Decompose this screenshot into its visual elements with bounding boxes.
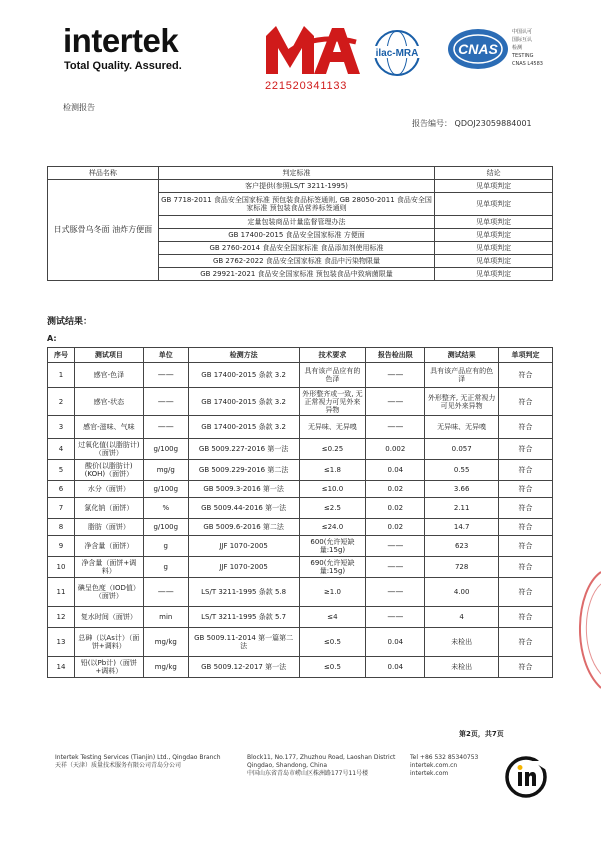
result-cell: 2.11 [425, 498, 499, 519]
item-cell: 感官-滋味、气味 [74, 416, 143, 439]
seq-cell: 11 [48, 578, 75, 607]
detection-limit-cell: —— [366, 388, 425, 416]
seq-cell: 12 [48, 607, 75, 628]
unit-cell: % [143, 498, 188, 519]
requirement-cell: ≤0.5 [299, 657, 366, 678]
judgement-cell: 符合 [499, 536, 553, 557]
judgement-cell: 符合 [499, 607, 553, 628]
judgement-cell: 符合 [499, 363, 553, 388]
column-header: 报告检出限 [366, 348, 425, 363]
column-header: 测试结果 [425, 348, 499, 363]
result-cell: 4 [425, 607, 499, 628]
item-cell: 净含量（面饼） [74, 536, 143, 557]
unit-cell: —— [143, 363, 188, 388]
table-header-row [48, 167, 553, 180]
detection-limit-cell: —— [366, 607, 425, 628]
column-header: 单位 [143, 348, 188, 363]
column-header: 结论 [435, 167, 553, 180]
standard-cell: GB 7718-2011 食品安全国家标准 预包装食品标签通则, GB 28050-2011 食品安全国家标准 预包装食品营养标签通则 [158, 193, 434, 216]
seq-cell: 1 [48, 363, 75, 388]
column-header: 样品名称 [48, 167, 159, 180]
page-number: 第2页，共7页 [459, 730, 504, 738]
cnas-accreditation-text: 中国认可 国际互认 检测 TESTING CNAS L4583 [512, 29, 543, 67]
cnas-logo-icon [446, 26, 510, 72]
cma-logo-icon [262, 22, 362, 80]
unit-cell: mg/kg [143, 657, 188, 678]
ilac-mra-logo-icon [362, 28, 432, 78]
result-cell: 外形整齐, 无正常视力可见外来异物 [425, 388, 499, 416]
requirement-cell: ≤1.8 [299, 460, 366, 481]
method-cell: GB 5009.44-2016 第一法 [188, 498, 299, 519]
judgement-cell: 符合 [499, 481, 553, 498]
requirement-cell: 690(允许短缺量:15g) [299, 557, 366, 578]
method-cell: GB 17400-2015 条款 3.2 [188, 363, 299, 388]
table-row [48, 498, 553, 519]
requirement-cell: ≤0.25 [299, 439, 366, 460]
item-cell: 铅(以Pb计)（面饼+调料） [74, 657, 143, 678]
conclusion-cell: 见单项判定 [435, 180, 553, 193]
detection-limit-cell: 0.02 [366, 498, 425, 519]
standard-cell: 定量包装商品计量监督管理办法 [158, 216, 434, 229]
result-cell: 具有该产品应有的色泽 [425, 363, 499, 388]
result-cell: 4.00 [425, 578, 499, 607]
seq-cell: 13 [48, 628, 75, 657]
column-header: 测试项目 [74, 348, 143, 363]
judgement-cell: 符合 [499, 439, 553, 460]
table-row [48, 460, 553, 481]
requirement-cell: 具有该产品应有的色泽 [299, 363, 366, 388]
column-header: 检测方法 [188, 348, 299, 363]
seq-cell: 2 [48, 388, 75, 416]
requirement-cell: 无异味、无异嗅 [299, 416, 366, 439]
method-cell: LS/T 3211-1995 条款 5.7 [188, 607, 299, 628]
unit-cell: mg/g [143, 460, 188, 481]
report-number: 报告编号： QDOJ23059884001 [412, 119, 532, 128]
seq-cell: 10 [48, 557, 75, 578]
judgement-cell: 符合 [499, 498, 553, 519]
item-cell: 感官-色泽 [74, 363, 143, 388]
item-cell: 过氧化值(以脂肪计)（面饼） [74, 439, 143, 460]
item-cell: 酸价(以脂肪计)(KOH)（面饼） [74, 460, 143, 481]
result-cell: 728 [425, 557, 499, 578]
method-cell: GB 5009.6-2016 第二法 [188, 519, 299, 536]
method-cell: LS/T 3211-1995 条款 5.8 [188, 578, 299, 607]
unit-cell: mg/kg [143, 628, 188, 657]
table-row [48, 557, 553, 578]
item-cell: 净含量（面饼+调料） [74, 557, 143, 578]
unit-cell: —— [143, 578, 188, 607]
requirement-cell: 600(允许短缺量:15g) [299, 536, 366, 557]
seq-cell: 6 [48, 481, 75, 498]
table-row [48, 578, 553, 607]
seq-cell: 7 [48, 498, 75, 519]
item-cell: 总砷（以As计）（面饼+调料） [74, 628, 143, 657]
table-row [48, 657, 553, 678]
table-header-row [48, 348, 553, 363]
detection-limit-cell: 0.04 [366, 460, 425, 481]
results-subtitle: A: [47, 334, 57, 343]
standard-cell: GB 2760-2014 食品安全国家标准 食品添加剂使用标准 [158, 242, 434, 255]
seq-cell: 14 [48, 657, 75, 678]
standard-cell: GB 17400-2015 食品安全国家标准 方便面 [158, 229, 434, 242]
result-cell: 无异味、无异嗅 [425, 416, 499, 439]
intertek-logo: intertek [63, 22, 179, 59]
detection-limit-cell: 0.02 [366, 519, 425, 536]
footer-contact: Tel +86 532 85340753 intertek.com.cn intertek.com [410, 754, 479, 777]
column-header: 技术要求 [299, 348, 366, 363]
unit-cell: —— [143, 388, 188, 416]
seq-cell: 4 [48, 439, 75, 460]
seq-cell: 8 [48, 519, 75, 536]
detection-limit-cell: —— [366, 557, 425, 578]
intertek-in-logo-icon [504, 755, 548, 799]
standards-table [47, 166, 553, 281]
table-row [48, 481, 553, 498]
unit-cell: g [143, 536, 188, 557]
cma-number: 221520341133 [265, 80, 348, 92]
requirement-cell: ≤10.0 [299, 481, 366, 498]
column-header: 判定标准 [158, 167, 434, 180]
unit-cell: —— [143, 416, 188, 439]
column-header: 序号 [48, 348, 75, 363]
item-cell: 感官-状态 [74, 388, 143, 416]
conclusion-cell: 见单项判定 [435, 193, 553, 216]
detection-limit-cell: —— [366, 363, 425, 388]
judgement-cell: 符合 [499, 388, 553, 416]
item-cell: 氯化钠（面饼） [74, 498, 143, 519]
unit-cell: g/100g [143, 439, 188, 460]
footer-company: Intertek Testing Services (Tianjin) Ltd., Qingdao Branch 天祥（天津）质量技术服务有限公司青岛分公司 [55, 754, 221, 769]
standard-cell: GB 29921-2021 食品安全国家标准 预包装食品中致病菌限量 [158, 268, 434, 281]
method-cell: JJF 1070-2005 [188, 536, 299, 557]
method-cell: GB 17400-2015 条款 3.2 [188, 416, 299, 439]
detection-limit-cell: 0.04 [366, 657, 425, 678]
column-header: 单项判定 [499, 348, 553, 363]
judgement-cell: 符合 [499, 578, 553, 607]
conclusion-cell: 见单项判定 [435, 255, 553, 268]
detection-limit-cell: 0.02 [366, 481, 425, 498]
method-cell: GB 17400-2015 条款 3.2 [188, 388, 299, 416]
requirement-cell: ≤2.5 [299, 498, 366, 519]
requirement-cell: ≤0.5 [299, 628, 366, 657]
table-row [48, 607, 553, 628]
detection-limit-cell: 0.002 [366, 439, 425, 460]
result-cell: 0.55 [425, 460, 499, 481]
requirement-cell: ≤4 [299, 607, 366, 628]
table-row [48, 363, 553, 388]
results-table [47, 347, 553, 678]
method-cell: JJF 1070-2005 [188, 557, 299, 578]
seq-cell: 3 [48, 416, 75, 439]
seal-stamp-icon [565, 570, 601, 690]
sample-name-cell: 日式豚骨乌冬面 油炸方便面 [48, 180, 159, 281]
result-cell: 0.057 [425, 439, 499, 460]
result-cell: 未检出 [425, 657, 499, 678]
requirement-cell: 外形整齐或一致, 无正常视力可见外来异物 [299, 388, 366, 416]
requirement-cell: ≥1.0 [299, 578, 366, 607]
tagline: Total Quality. Assured. [64, 60, 182, 72]
table-row [48, 439, 553, 460]
judgement-cell: 符合 [499, 557, 553, 578]
table-row [48, 536, 553, 557]
unit-cell: g/100g [143, 481, 188, 498]
svg-text:ilac-MRA: ilac-MRA [375, 48, 419, 59]
method-cell: GB 5009.229-2016 第二法 [188, 460, 299, 481]
item-cell: 碘呈色度（IOD值）（面饼） [74, 578, 143, 607]
conclusion-cell: 见单项判定 [435, 268, 553, 281]
conclusion-cell: 见单项判定 [435, 229, 553, 242]
judgement-cell: 符合 [499, 628, 553, 657]
results-title: 测试结果： [47, 317, 93, 327]
unit-cell: g/100g [143, 519, 188, 536]
method-cell: GB 5009.227-2016 第一法 [188, 439, 299, 460]
conclusion-cell: 见单项判定 [435, 242, 553, 255]
judgement-cell: 符合 [499, 657, 553, 678]
detection-limit-cell: 0.04 [366, 628, 425, 657]
standard-cell: 客户提供(参照LS/T 3211-1995) [158, 180, 434, 193]
result-cell: 未检出 [425, 628, 499, 657]
result-cell: 14.7 [425, 519, 499, 536]
document-title: 检测报告 [63, 103, 95, 112]
item-cell: 水分（面饼） [74, 481, 143, 498]
conclusion-cell: 见单项判定 [435, 216, 553, 229]
svg-text:CNAS: CNAS [458, 41, 498, 57]
method-cell: GB 5009.3-2016 第一法 [188, 481, 299, 498]
judgement-cell: 符合 [499, 460, 553, 481]
method-cell: GB 5009.11-2014 第一篇第二法 [188, 628, 299, 657]
judgement-cell: 符合 [499, 416, 553, 439]
table-row [48, 416, 553, 439]
item-cell: 脂肪（面饼） [74, 519, 143, 536]
unit-cell: g [143, 557, 188, 578]
judgement-cell: 符合 [499, 519, 553, 536]
seq-cell: 5 [48, 460, 75, 481]
footer-address: Block11, No.177, Zhuzhou Road, Laoshan District Qingdao, Shandong, China 中国山东省青岛市崂山区株洲路177号11号楼 [247, 754, 396, 777]
method-cell: GB 5009.12-2017 第一法 [188, 657, 299, 678]
standard-cell: GB 2762-2022 食品安全国家标准 食品中污染物限量 [158, 255, 434, 268]
item-cell: 复水时间（面饼） [74, 607, 143, 628]
unit-cell: min [143, 607, 188, 628]
requirement-cell: ≤24.0 [299, 519, 366, 536]
table-row [48, 519, 553, 536]
detection-limit-cell: —— [366, 578, 425, 607]
table-row [48, 388, 553, 416]
table-row [48, 180, 553, 193]
detection-limit-cell: —— [366, 536, 425, 557]
detection-limit-cell: —— [366, 416, 425, 439]
table-row [48, 628, 553, 657]
result-cell: 623 [425, 536, 499, 557]
seq-cell: 9 [48, 536, 75, 557]
result-cell: 3.66 [425, 481, 499, 498]
